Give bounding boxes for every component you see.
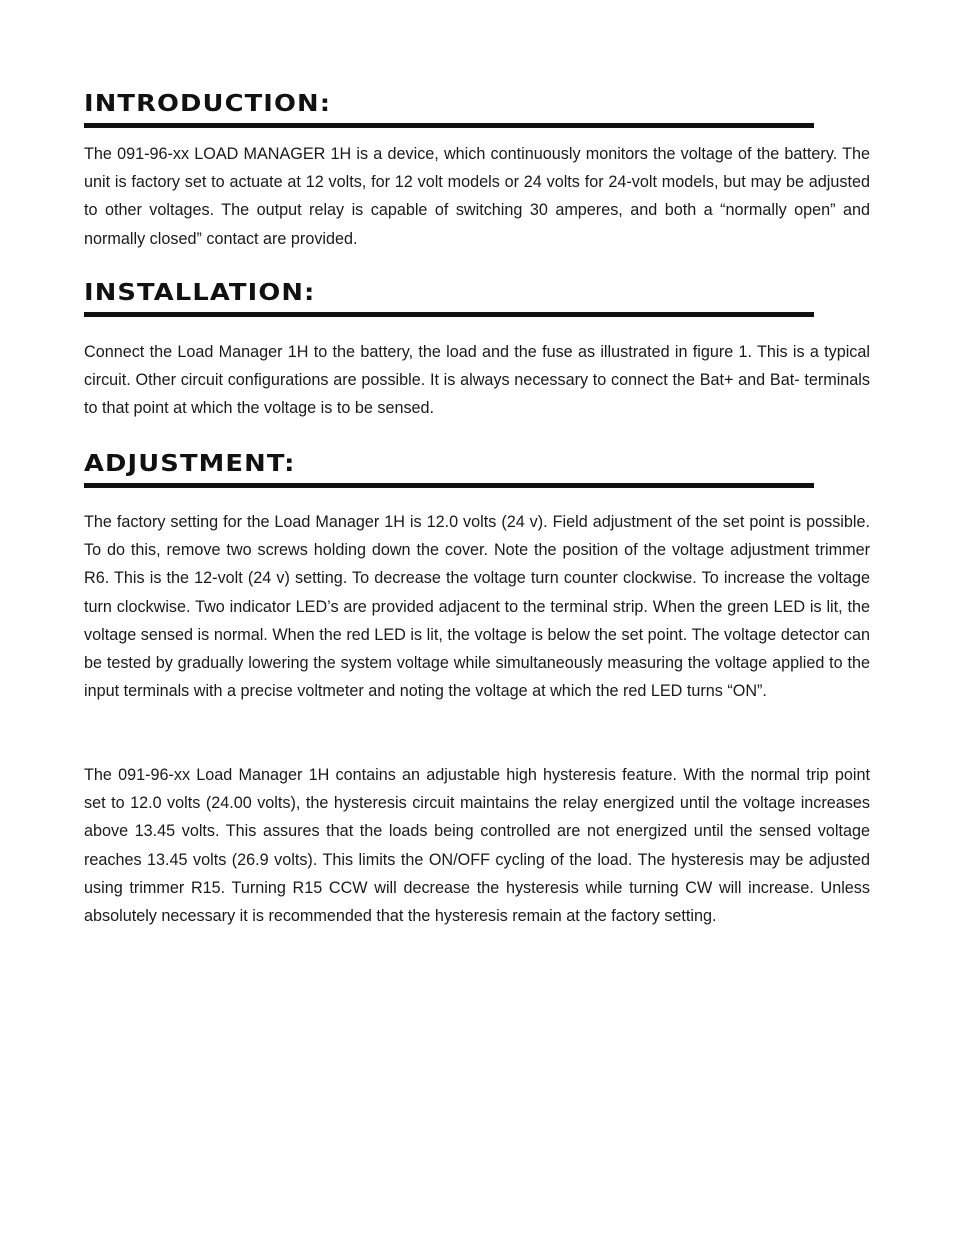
adjustment-section (84, 450, 870, 488)
introduction-paragraph: The 091-96-xx LOAD MANAGER 1H is a device, which continuously monitors the voltage of the battery. The unit is factory set to actuate at 12 volts, for 12 volt models or 24 volts for 24-volt models, but may be adjusted to other voltages. The output relay is capable of switching 30 amperes, and both a “normally open” and normally closed” contact are provided. (84, 145, 870, 248)
installation-rule (84, 312, 814, 317)
installation-paragraph: Connect the Load Manager 1H to the battery, the load and the fuse as illustrated in figure 1. This is a typical circuit. Other circuit configurations are possible. It is always necessary to connect the Bat+ and Bat- terminals to that point at which the voltage is to be sensed. (84, 343, 870, 418)
introduction-rule (84, 123, 814, 128)
introduction-heading: INTRODUCTION: (84, 91, 332, 117)
adjustment-paragraph-2: The 091-96-xx Load Manager 1H contains an adjustable high hysteresis feature. With the normal trip point set to 12.0 volts (24.00 volts), the hysteresis circuit maintains the relay energized until the voltage increases above 13.45 volts. This assures that the loads being controlled are not energized until the sensed voltage reaches 13.45 volts (26.9 volts). This limits the ON/OFF cycling of the load. The hysteresis may be adjusted using trimmer R15. Turning R15 CCW will decrease the hysteresis while turning CW will increase. Unless absolutely necessary it is recommended that the hysteresis remain at the factory setting. (84, 766, 870, 926)
adjustment-rule (84, 483, 814, 488)
adjustment-paragraph-1: The factory setting for the Load Manager 1H is 12.0 volts (24 v). Field adjustment of the set point is possible. To do this, remove two screws holding down the cover. Note the position of the voltage adjustment trimmer R6. This is the 12-volt (24 v) setting. To decrease the voltage turn counter clockwise. To increase the voltage turn clockwise. Two indicator LED’s are provided adjacent to the terminal strip. When the green LED is lit, the voltage sensed is normal. When the red LED is lit, the voltage is below the set point. The voltage detector can be tested by gradually lowering the system voltage while simultaneously measuring the voltage applied to the input terminals with a precise voltmeter and noting the voltage at which the red LED turns “ON”. (84, 513, 870, 701)
installation-section (84, 279, 870, 317)
adjustment-heading: ADJUSTMENT: (84, 451, 296, 477)
introduction-section (84, 90, 870, 128)
installation-heading: INSTALLATION: (84, 280, 316, 306)
